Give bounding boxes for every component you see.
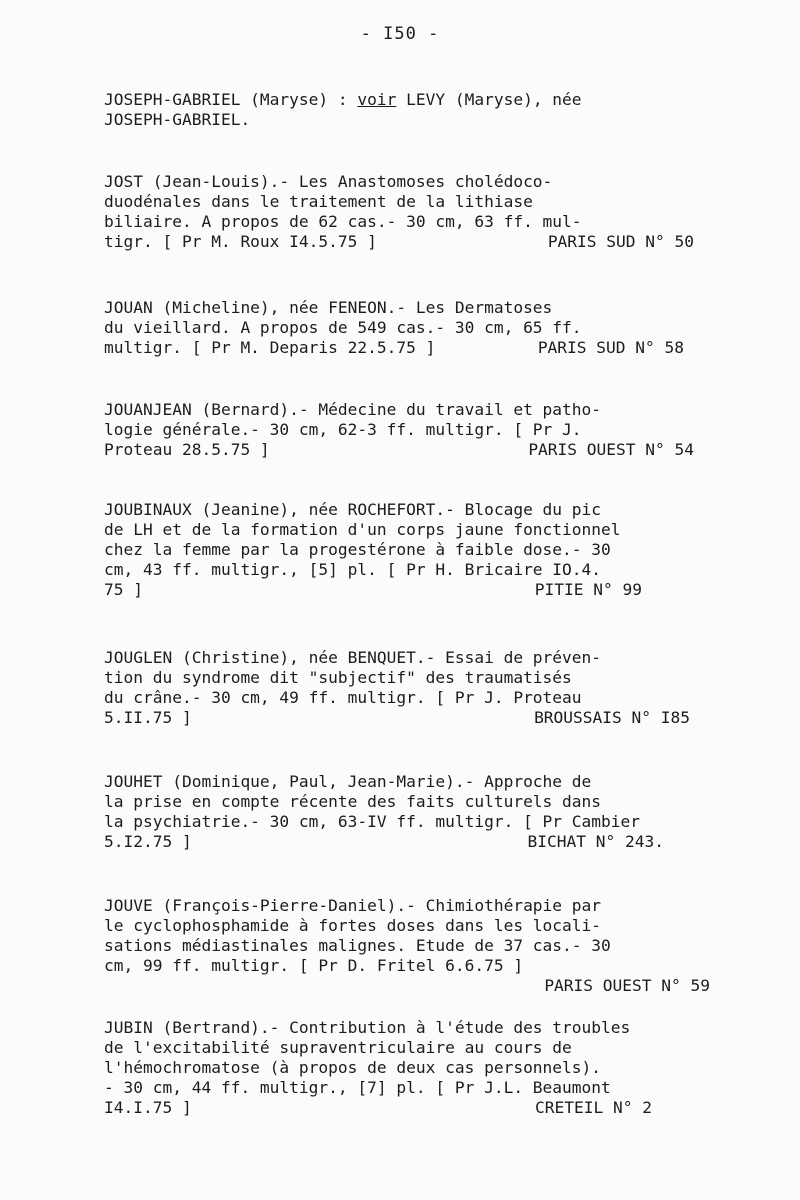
- bibliography-entry: [104, 500, 694, 600]
- location-label: PITIE N° 99: [534, 580, 642, 599]
- entry-line: JOST (Jean-Louis).- Les Anastomoses cholédoco-: [104, 172, 553, 191]
- entry-line: le cyclophosphamide à fortes doses dans les locali-: [104, 916, 602, 935]
- entry-text: I4.I.75 ]: [104, 1098, 192, 1117]
- entry-text: 5.I2.75 ]: [104, 832, 192, 851]
- entry-text: tigr. [ Pr M. Roux I4.5.75 ]: [104, 232, 377, 251]
- entry-line: la prise en compte récente des faits culturels dans: [104, 792, 602, 811]
- entry-line: JOSEPH-GABRIEL.: [104, 110, 251, 129]
- see-reference: voir: [357, 90, 397, 109]
- entry-line: JUBIN (Bertrand).- Contribution à l'étude des troubles: [104, 1018, 631, 1037]
- entry-text: multigr. [ Pr M. Deparis 22.5.75 ]: [104, 338, 436, 357]
- bibliography-entry: [104, 1018, 694, 1118]
- entry-text: 75 ]: [104, 580, 143, 599]
- entry-text: JOSEPH-GABRIEL (Maryse) :: [104, 90, 358, 109]
- entry-line: [104, 708, 694, 728]
- entry-line: logie générale.- 30 cm, 62-3 ff. multigr. [ Pr J.: [104, 420, 582, 439]
- location-label: PARIS SUD N° 58: [537, 338, 684, 357]
- entry-line: [104, 832, 694, 852]
- entry-line: cm, 43 ff. multigr., [5] pl. [ Pr H. Bricaire IO.4.: [104, 560, 602, 579]
- entry-line: JOUVE (François-Pierre-Daniel).- Chimiothérapie par: [104, 896, 602, 915]
- entry-line: [104, 580, 694, 600]
- location-label: PARIS OUEST N° 54: [528, 440, 694, 459]
- location-label: BICHAT N° 243.: [527, 832, 664, 851]
- entry-line: [104, 338, 694, 358]
- entry-line: l'hémochromatose (à propos de deux cas personnels).: [104, 1058, 602, 1077]
- bibliography-entry: [104, 896, 710, 996]
- entry-text: Proteau 28.5.75 ]: [104, 440, 270, 459]
- entry-text: 5.II.75 ]: [104, 708, 192, 727]
- entry-line: sations médiastinales malignes. Etude de 37 cas.- 30: [104, 936, 611, 955]
- entry-line: JOUHET (Dominique, Paul, Jean-Marie).- Approche de: [104, 772, 592, 791]
- entry-line: du vieillard. A propos de 549 cas.- 30 cm, 65 ff.: [104, 318, 582, 337]
- entry-line: JOUANJEAN (Bernard).- Médecine du travail et patho-: [104, 400, 602, 419]
- entry-line: biliaire. A propos de 62 cas.- 30 cm, 63 ff. mul-: [104, 212, 582, 231]
- bibliography-entry: [104, 772, 694, 852]
- entry-line: [104, 440, 694, 460]
- entry-line: du crâne.- 30 cm, 49 ff. multigr. [ Pr J. Proteau: [104, 688, 582, 707]
- location-label: BROUSSAIS N° I85: [534, 708, 690, 727]
- bibliography-entry: [104, 400, 694, 460]
- location-label: PARIS OUEST N° 59: [544, 976, 710, 995]
- entry-line: JOUBINAUX (Jeanine), née ROCHEFORT.- Blocage du pic: [104, 500, 602, 519]
- bibliography-entry: [104, 172, 694, 252]
- entry-line: [104, 232, 694, 252]
- entry-text: LEVY (Maryse), née: [396, 90, 582, 109]
- bibliography-entry: [104, 298, 694, 358]
- entry-line: de l'excitabilité supraventriculaire au cours de: [104, 1038, 572, 1057]
- bibliography-entry: [104, 648, 694, 728]
- entry-line: tion du syndrome dit "subjectif" des traumatisés: [104, 668, 572, 687]
- bibliography-entry: [104, 90, 694, 130]
- entry-line: duodénales dans le traitement de la lithiase: [104, 192, 533, 211]
- entry-line: [104, 976, 710, 996]
- entry-line: [104, 1098, 694, 1118]
- entry-line: chez la femme par la progestérone à faible dose.- 30: [104, 540, 611, 559]
- entry-line: la psychiatrie.- 30 cm, 63-IV ff. multigr. [ Pr Cambier: [104, 812, 641, 831]
- entry-line: JOUAN (Micheline), née FENEON.- Les Dermatoses: [104, 298, 553, 317]
- location-label: CRETEIL N° 2: [535, 1098, 652, 1117]
- page-number: - I50 -: [360, 24, 440, 44]
- entry-line: cm, 99 ff. multigr. [ Pr D. Fritel 6.6.75 ]: [104, 956, 524, 975]
- entry-line: [104, 90, 694, 110]
- entry-line: JOUGLEN (Christine), née BENQUET.- Essai de préven-: [104, 648, 602, 667]
- entry-line: - 30 cm, 44 ff. multigr., [7] pl. [ Pr J.L. Beaumont: [104, 1078, 611, 1097]
- entry-line: de LH et de la formation d'un corps jaune fonctionnel: [104, 520, 621, 539]
- location-label: PARIS SUD N° 50: [547, 232, 694, 251]
